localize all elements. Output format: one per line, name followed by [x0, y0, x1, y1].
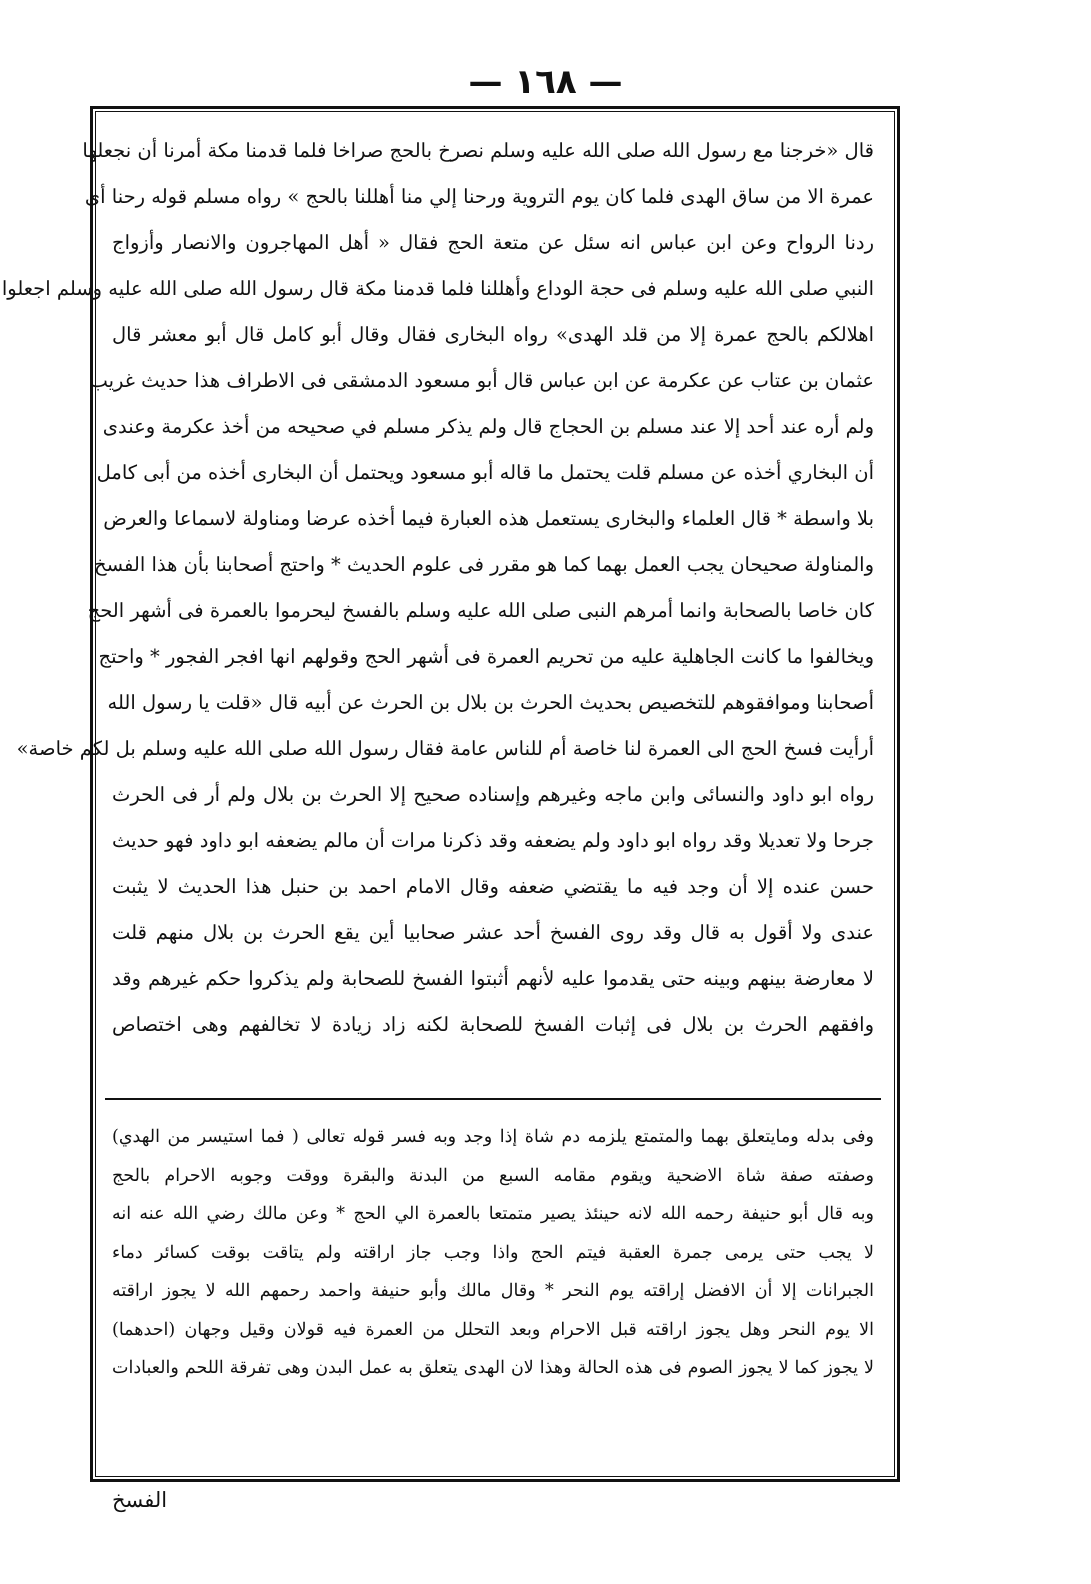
text-line: عمرة الا من ساق الهدى فلما كان يوم التروية ورحنا إلي منا أهللنا بالحج » رواه مسلم قوله رحنا أى: [84, 185, 874, 208]
text-line: حسن عنده إلا أن وجد فيه ما يقتضي ضعفه وقال الامام احمد بن حنبل هذا الحديث لا يثبت: [112, 875, 874, 898]
text-line: ولم أره عند أحد إلا عند مسلم بن الحجاج قال ولم يذكر مسلم في صحيحه من أخذ عكرمة وعندى: [102, 415, 874, 438]
text-line: ردنا الرواح وعن ابن عباس انه سئل عن متعة الحج فقال « أهل المهاجرون والانصار وأزواج: [112, 231, 874, 254]
text-line: عثمان بن عتاب عن عكرمة عن ابن عباس قال أبو مسعود الدمشقى فى الاطراف هذا حديث غريب: [89, 369, 874, 392]
catchword: الفسخ: [112, 1488, 168, 1512]
text-line: أرأيت فسخ الحج الى العمرة لنا خاصة أم للناس عامة فقال رسول الله صلى الله عليه وسلم بل لكم خاصة»: [16, 737, 874, 760]
section-divider: [105, 1098, 881, 1100]
text-line: اهلالكم بالحج عمرة إلا من قلد الهدى» رواه البخارى فقال وقال أبو كامل قال أبو معشر قال: [112, 323, 874, 346]
note-line: الا يوم النحر وهل يجوز اراقته قبل الاحرام وبعد التحلل من العمرة فيه قولان وقيل وجهان (احدهما): [112, 1319, 874, 1340]
commentary-block: [112, 1118, 874, 1388]
note-line: وبه قال أبو حنيفة رحمه الله لانه حينئذ يصير متمتعا بالعمرة الي الحج * وعن مالك رضي الله عنه انه: [112, 1204, 874, 1224]
text-line: النبي صلى الله عليه وسلم فى حجة الوداع وأهللنا فلما قدمنا مكة قال رسول الله صلى الله عليه وسلم اجعلوا: [1, 277, 874, 300]
text-line: بلا واسطة * قال العلماء والبخارى يستعمل هذه العبارة فيما أخذه عرضا ومناولة لاسماعا والعرض: [103, 507, 874, 530]
text-line: والمناولة صحيحان يجب العمل بهما كما هو مقرر فى علوم الحديث * واحتج أصحابنا بأن هذا الفسخ: [94, 553, 874, 576]
note-line: الجبرانات إلا أن الافضل إراقته يوم النحر * وقال مالك وأبو حنيفة واحمد رحمهم الله لا يجوز اراقته: [112, 1281, 874, 1301]
main-text-block: [1, 128, 874, 1048]
text-line: قال «خرجنا مع رسول الله صلى الله عليه وسلم نصرخ بالحج صراخا فلما قدمنا مكة أمرنا أن نجعلها: [82, 139, 874, 162]
note-line: لا يجوز كما لا يجوز الصوم فى هذه الحالة وهذا لان الهدى يتعلق به عمل البدن وهى تفرقة اللحم والعبادات: [112, 1358, 874, 1378]
note-line: وفى بدله ومايتعلق بهما والمتمتع يلزمه دم شاة إذا وجد وبه فسر قوله تعالى ( فما استيسر من الهدي): [112, 1127, 874, 1147]
text-line: أن البخاري أخذه عن مسلم قلت يحتمل ما قاله أبو مسعود ويحتمل أن البخارى أخذه من أبى كامل: [96, 461, 874, 484]
text-line: أصحابنا وموافقوهم للتخصيص بحديث الحرث بن بلال بن الحرث عن أبيه قال «قلت يا رسول الله: [107, 691, 874, 714]
text-line: ويخالفوا ما كانت الجاهلية عليه من تحريم العمرة فى أشهر الحج وقولهم انها افجر الفجور * واحتج: [98, 645, 874, 668]
note-line: وصفته صفة شاة الاضحية ويقوم مقامه السبع من البدنة والبقرة ووقت وجوبه الاحرام بالحج: [112, 1165, 874, 1186]
text-line: كان خاصا بالصحابة وانما أمرهم النبى صلى الله عليه وسلم بالفسخ ليحرموا بالعمرة فى أشهر الحج: [87, 599, 874, 622]
text-line: وافقهم الحرث بن بلال فى إثبات الفسخ للصحابة لكنه زاد زيادة لا تخالفهم وهى اختصاص: [112, 1013, 874, 1036]
text-line: عندى ولا أقول به قال وقد روى الفسخ أحد عشر صحابيا أين يقع الحرث بن بلال منهم قلت: [112, 921, 874, 944]
text-line: لا معارضة بينهم وبينه حتى يقدموا عليه لأنهم أثبتوا الفسخ للصحابة ولم يذكروا حكم غيرهم وقد: [112, 967, 874, 990]
text-line: رواه ابو داود والنسائى وابن ماجه وغيرهم وإسناده صحيح إلا الحرث بن بلال ولم أر فى الحرث: [112, 783, 874, 806]
text-line: جرحا ولا تعديلا وقد رواه ابو داود ولم يضعفه وقد ذكرنا مرات أن مالم يضعفه ابو داود فهو حديث: [112, 829, 874, 852]
page-number: — ١٦٨ —: [468, 62, 623, 102]
note-line: لا يجب حتى يرمى جمرة العقبة فيتم الحج واذا وجب جاز اراقته ولم يتاقت بوقت كسائر دماء: [112, 1242, 874, 1263]
